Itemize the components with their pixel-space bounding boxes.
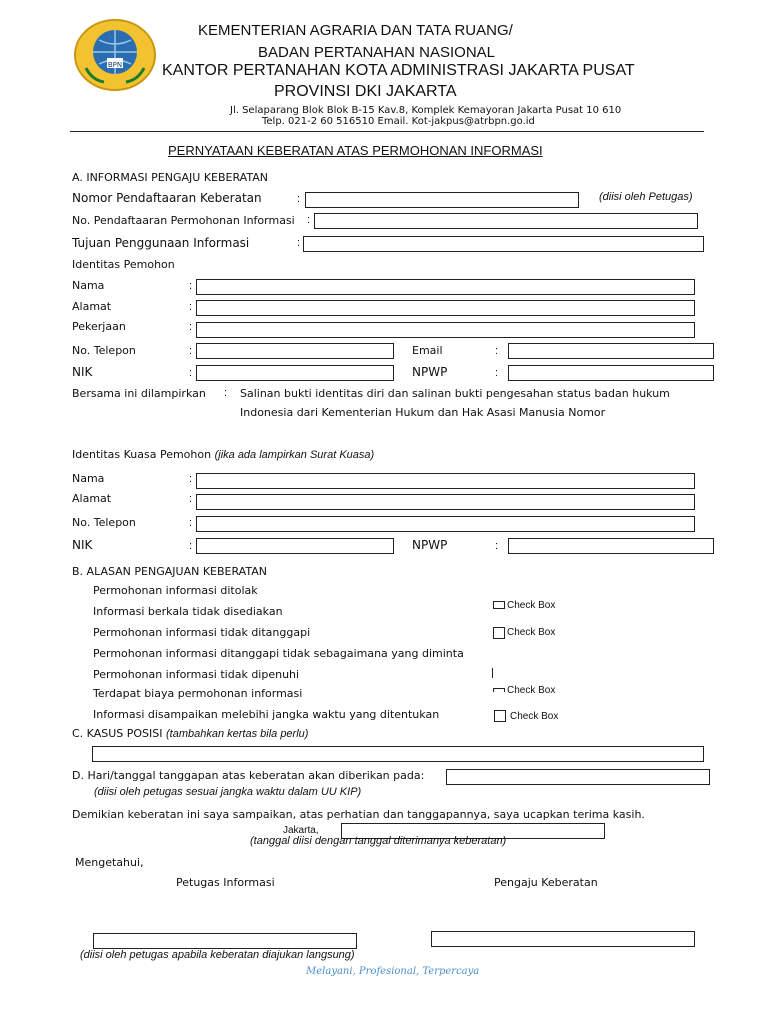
- nomor-note: (diisi oleh Petugas): [599, 191, 693, 203]
- petugas-signature-field[interactable]: [93, 933, 357, 949]
- kuasa-alamat-field[interactable]: [196, 494, 695, 510]
- colon: :: [189, 540, 193, 552]
- section-c-heading: [72, 727, 308, 740]
- kuasa-nama-field[interactable]: [196, 473, 695, 489]
- reason-checkbox[interactable]: [494, 710, 506, 722]
- motto: Melayani, Profesional, Terpercaya: [306, 966, 480, 977]
- identitas-pemohon-label: Identitas Pemohon: [72, 258, 175, 271]
- nomor-label: Nomor Pendaftaaran Keberatan: [72, 191, 262, 205]
- logo-text: BPN: [107, 61, 123, 69]
- reason-item: Informasi berkala tidak disediakan: [93, 605, 283, 618]
- kuasa-nik-label: NIK: [72, 538, 93, 552]
- colon: :: [495, 540, 499, 552]
- section-a-heading: A. INFORMASI PENGAJU KEBERATAN: [72, 171, 268, 184]
- colon: :: [189, 301, 193, 313]
- header-line3: KANTOR PERTANAHAN KOTA ADMINISTRASI JAKARTA PUSAT: [162, 62, 635, 79]
- reason-checkbox-clipped[interactable]: [492, 668, 493, 678]
- kuasa-npwp-field[interactable]: [508, 538, 714, 554]
- kuasa-label: [72, 448, 374, 461]
- reason-item: Informasi disampaikan melebihi jangka waktu yang ditentukan: [93, 708, 440, 721]
- nama-field[interactable]: [196, 279, 695, 295]
- header-line4: PROVINSI DKI JAKARTA: [274, 83, 457, 100]
- checkbox-label: Check Box: [507, 600, 556, 611]
- colon: :: [189, 517, 193, 529]
- alamat-label: Alamat: [72, 300, 112, 313]
- reason-item: Permohonan informasi ditanggapi tidak sebagaimana yang diminta: [93, 647, 464, 660]
- petugas-label: Petugas Informasi: [176, 876, 275, 889]
- colon: :: [224, 387, 228, 399]
- header-line1: KEMENTERIAN AGRARIA DAN TATA RUANG/: [198, 22, 513, 39]
- email-field[interactable]: [508, 343, 714, 359]
- colon: :: [189, 280, 193, 292]
- pengaju-label: Pengaju Keberatan: [494, 876, 598, 889]
- section-c-heading-text: C. KASUS POSISI: [72, 727, 163, 740]
- lampiran-text-2: Indonesia dari Kementerian Hukum dan Hak Asasi Manusia Nomor: [240, 406, 606, 419]
- section-c-note: (tambahkan kertas bila perlu): [165, 728, 309, 740]
- nama-label: Nama: [72, 279, 105, 292]
- kuasa-npwp-label: NPWP: [412, 538, 448, 552]
- checkbox-label: Check Box: [507, 627, 556, 638]
- header-address: Jl. Selaparang Blok Blok B-15 Kav.8, Komplek Kemayoran Jakarta Pusat 10 610: [230, 105, 622, 116]
- tujuan-label: Tujuan Penggunaan Informasi: [72, 236, 250, 250]
- lampiran-label: Bersama ini dilampirkan: [72, 387, 206, 400]
- checkbox-label: Check Box: [507, 685, 556, 696]
- no-permohonan-field[interactable]: [314, 213, 698, 229]
- kuasa-nik-field[interactable]: [196, 538, 394, 554]
- reason-item: Permohonan informasi tidak ditanggapi: [93, 626, 311, 639]
- colon: :: [189, 493, 193, 505]
- reason-checkbox[interactable]: [493, 688, 505, 692]
- kuasa-nama-label: Nama: [72, 472, 105, 485]
- header-contact: Telp. 021-2 60 516510 Email. Kot-jakpus@atrbpn.go.id: [262, 116, 535, 127]
- section-d-heading: D. Hari/tanggal tanggapan atas keberatan akan diberikan pada:: [72, 769, 425, 782]
- bpn-logo: [72, 18, 158, 92]
- pekerjaan-field[interactable]: [196, 322, 695, 338]
- reason-checkbox[interactable]: [493, 601, 505, 609]
- bottom-note: (diisi oleh petugas apabila keberatan diajukan langsung): [80, 949, 355, 961]
- kuasa-telepon-label: No. Telepon: [72, 516, 136, 529]
- mengetahui-label: Mengetahui,: [75, 856, 144, 869]
- place-label: Jakarta,: [283, 825, 319, 836]
- header-divider: [70, 131, 704, 132]
- colon: :: [495, 367, 499, 379]
- kuasa-alamat-label: Alamat: [72, 492, 112, 505]
- reason-checkbox[interactable]: [493, 627, 505, 639]
- email-label: Email: [412, 344, 443, 357]
- kasus-posisi-field[interactable]: [92, 746, 704, 762]
- colon: :: [189, 345, 193, 357]
- colon: :: [297, 237, 301, 249]
- telepon-field[interactable]: [196, 343, 394, 359]
- lampiran-text-1: Salinan bukti identitas diri dan salinan bukti pengesahan status badan hukum: [240, 387, 670, 400]
- tujuan-field[interactable]: [303, 236, 704, 252]
- reason-item: Permohonan informasi tidak dipenuhi: [93, 668, 300, 681]
- npwp-label: NPWP: [412, 365, 448, 379]
- colon: :: [495, 345, 499, 357]
- kuasa-telepon-field[interactable]: [196, 516, 695, 532]
- colon: :: [189, 321, 193, 333]
- colon: :: [189, 473, 193, 485]
- date-note: (tanggal diisi dengan tanggal diterimanya keberatan): [250, 835, 507, 847]
- nik-field[interactable]: [196, 365, 394, 381]
- telepon-label: No. Telepon: [72, 344, 136, 357]
- kuasa-note: (jika ada lampirkan Surat Kuasa): [214, 449, 375, 461]
- kuasa-label-text: Identitas Kuasa Pemohon: [72, 448, 212, 461]
- nomor-field[interactable]: [305, 192, 579, 208]
- colon: :: [189, 367, 193, 379]
- alamat-field[interactable]: [196, 300, 695, 316]
- pekerjaan-label: Pekerjaan: [72, 320, 126, 333]
- checkbox-label: Check Box: [510, 711, 559, 722]
- colon: :: [297, 193, 301, 205]
- reason-item: Terdapat biaya permohonan informasi: [93, 687, 303, 700]
- pengaju-signature-field[interactable]: [431, 931, 695, 947]
- section-b-heading: B. ALASAN PENGAJUAN KEBERATAN: [72, 565, 267, 578]
- header-line2: BADAN PERTANAHAN NASIONAL: [258, 44, 496, 61]
- reason-item: Permohonan informasi ditolak: [93, 584, 258, 597]
- npwp-field[interactable]: [508, 365, 714, 381]
- tanggapan-date-field[interactable]: [446, 769, 710, 785]
- colon: :: [307, 214, 311, 226]
- page-title: PERNYATAAN KEBERATAN ATAS PERMOHONAN INFORMASI: [168, 143, 543, 158]
- no-permohonan-label: No. Pendaftaaran Permohonan Informasi: [72, 214, 295, 227]
- section-d-note: (diisi oleh petugas sesuai jangka waktu dalam UU KIP): [94, 786, 362, 798]
- closing-statement: Demikian keberatan ini saya sampaikan, atas perhatian dan tanggapannya, saya ucapkan terima kasih.: [72, 808, 645, 821]
- nik-label: NIK: [72, 365, 93, 379]
